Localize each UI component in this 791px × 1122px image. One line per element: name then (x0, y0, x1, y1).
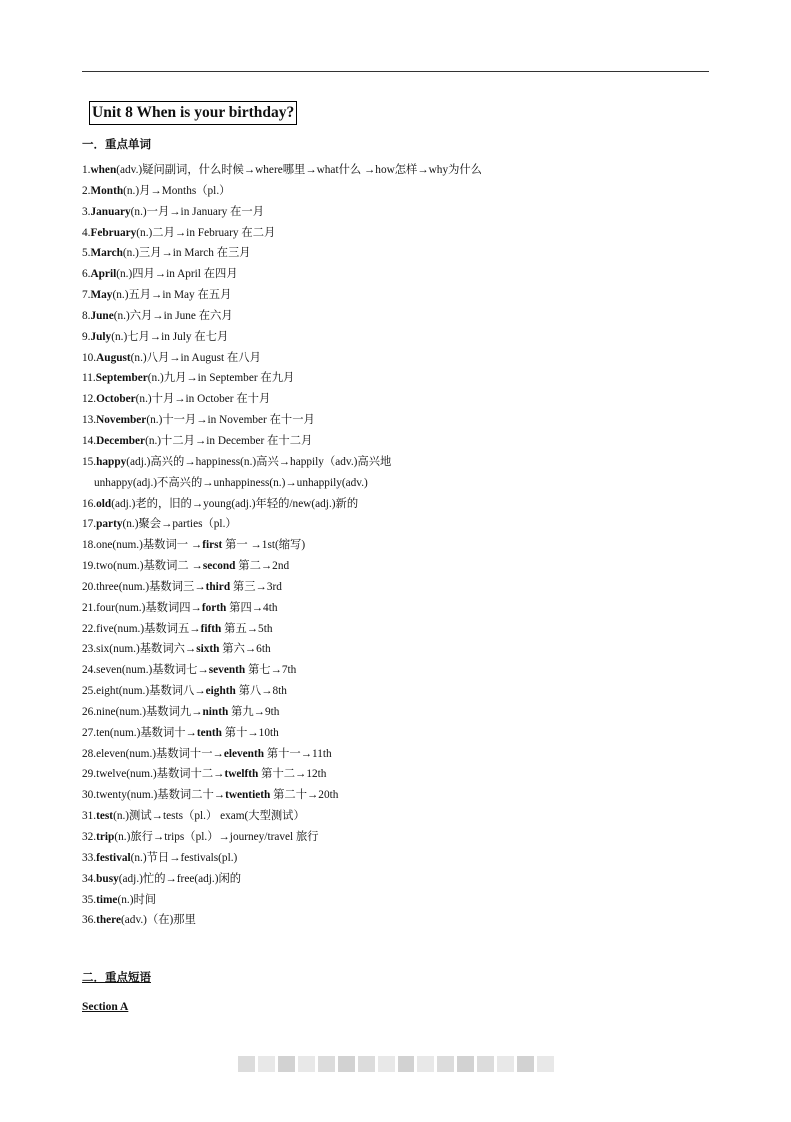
vocab-prefix: 19.two(num.)基数词二 → (82, 560, 203, 573)
vocab-item (82, 327, 722, 348)
vocab-item (82, 577, 722, 598)
vocab-item (82, 494, 722, 515)
vocab-word: third (205, 580, 231, 593)
vocab-definition: (adj.)老的，旧的→young(adj.)年轻的/new(adj.)新的 (111, 497, 359, 510)
vocab-item (82, 785, 722, 806)
vocab-prefix: 1. (82, 164, 91, 176)
vocab-prefix: 11. (82, 372, 96, 385)
vocab-item (82, 431, 722, 452)
vocab-item (82, 535, 722, 556)
vocab-item (82, 702, 722, 723)
vocab-definition: (n.)九月→in September 在九月 (147, 372, 295, 385)
vocab-definition: (n.)一月→in January 在一月 (130, 205, 265, 218)
vocab-word: twentieth (225, 789, 271, 802)
vocab-prefix: 30.twenty(num.)基数词二十→ (82, 789, 226, 802)
vocab-definition: (adv.)（在)那里 (121, 914, 196, 927)
vocab-prefix: 13. (82, 414, 97, 427)
vocab-word: March (90, 247, 123, 260)
vocab-prefix: 5. (82, 247, 91, 260)
vocab-definition: unhappy(adj.)不高兴的→unhappiness(n.)→unhappily(adv.) (94, 476, 368, 489)
vocab-word: first (202, 539, 223, 552)
vocab-prefix: 2. (82, 184, 91, 197)
vocab-definition: (n.)十一月→in November 在十一月 (146, 414, 315, 427)
vocab-definition: 第六→6th (219, 643, 271, 656)
vocab-item (82, 514, 722, 535)
vocab-word: July (90, 330, 112, 343)
vocab-definition: 第十→10th (221, 726, 279, 739)
vocab-definition: (adj.)忙的→free(adj.)闲的 (118, 872, 242, 885)
vocab-item (82, 827, 722, 848)
vocab-definition: (n.)月→Months（pl.） (123, 184, 231, 197)
vocab-item (82, 681, 722, 702)
vocab-prefix: 28.eleven(num.)基数词十一→ (82, 747, 224, 760)
vocab-prefix: 6. (82, 268, 91, 281)
vocab-prefix: 18.one(num.)基数词一 → (82, 539, 203, 552)
unit-title: Unit 8 When is your birthday? (89, 101, 297, 125)
vocab-item (82, 598, 722, 619)
vocab-prefix: 36. (82, 914, 97, 927)
vocab-word: festival (96, 851, 131, 864)
vocab-prefix: 10. (82, 351, 97, 364)
vocab-item (82, 764, 722, 785)
vocab-word: May (90, 289, 113, 302)
vocab-item (82, 556, 722, 577)
words-heading: 一．重点单词 (82, 139, 151, 151)
vocab-prefix: 7. (82, 289, 91, 302)
vocab-item (82, 473, 722, 494)
vocab-word: party (96, 518, 123, 531)
vocab-prefix: 15. (82, 455, 97, 468)
phrases-heading: 二．重点短语 (82, 972, 151, 984)
vocab-prefix: 8. (82, 309, 91, 322)
vocab-word: January (90, 205, 131, 218)
vocab-word: sixth (196, 643, 220, 656)
vocab-definition: (n.)五月→in May 在五月 (112, 289, 232, 302)
vocab-item (82, 639, 722, 660)
vocab-prefix: 20.three(num.)基数词三→ (82, 580, 206, 593)
vocab-definition: (n.)节日→festivals(pl.) (130, 851, 238, 864)
vocab-prefix: 24.seven(num.)基数词七→ (82, 664, 209, 677)
vocab-word: eleventh (223, 747, 264, 760)
vocab-definition: (n.)十二月→in December 在十二月 (145, 434, 313, 447)
vocab-prefix: 34. (82, 872, 97, 885)
vocab-word: eighth (205, 685, 236, 698)
vocab-item (82, 869, 722, 890)
vocab-prefix: 12. (82, 393, 97, 406)
vocab-definition: 第一 →1st(缩写) (222, 539, 306, 552)
vocab-word: second (202, 560, 236, 573)
vocab-word: forth (201, 601, 227, 614)
vocab-item (82, 410, 722, 431)
vocab-definition: (n.)三月→in March 在三月 (122, 247, 251, 260)
vocab-word: test (96, 810, 114, 823)
vocab-prefix: 32. (82, 831, 97, 843)
vocab-prefix: 26.nine(num.)基数词九→ (82, 705, 203, 718)
vocab-definition: 第九→9th (228, 705, 280, 718)
vocab-definition: 第五→5th (221, 622, 273, 635)
vocab-item (82, 306, 722, 327)
vocab-prefix: 35. (82, 893, 97, 906)
vocab-list (82, 160, 722, 931)
vocab-item (82, 202, 722, 223)
vocab-word: October (96, 393, 136, 406)
vocab-definition: (adj.)高兴的→happiness(n.)高兴→happily（adv.)高兴地 (126, 455, 392, 468)
vocab-definition: (adv.)疑问副词，什么时候→where哪里→what什么 →how怎样→why为什么 (116, 164, 482, 176)
vocab-word: seventh (208, 664, 246, 677)
vocab-item (82, 348, 722, 369)
blurred-watermark (238, 1056, 554, 1072)
vocab-prefix: 16. (82, 497, 97, 510)
vocab-prefix: 3. (82, 205, 91, 218)
vocab-word: trip (96, 831, 115, 843)
vocab-item (82, 389, 722, 410)
vocab-prefix: 17. (82, 518, 97, 531)
vocab-definition: (n.)六月→in June 在六月 (113, 309, 233, 322)
section-a-heading: Section A (82, 1001, 129, 1013)
vocab-prefix: 9. (82, 330, 91, 343)
vocab-definition: (n.)时间 (117, 893, 157, 906)
vocab-prefix: 22.five(num.)基数词五→ (82, 622, 201, 635)
vocab-definition: (n.)十月→in October 在十月 (135, 393, 271, 406)
vocab-word: time (96, 893, 118, 906)
vocab-definition: (n.)二月→in February 在二月 (136, 226, 276, 239)
vocab-item (82, 264, 722, 285)
vocab-definition: (n.)旅行→trips（pl.）→journey/travel 旅行 (114, 831, 319, 843)
vocab-item (82, 806, 722, 827)
vocab-item (82, 368, 722, 389)
vocab-item (82, 243, 722, 264)
vocab-definition: 第十一→11th (264, 747, 332, 760)
vocab-word: December (96, 434, 146, 447)
vocab-item (82, 910, 722, 931)
vocab-item (82, 890, 722, 911)
vocab-word: twelfth (224, 768, 259, 781)
vocab-word: happy (96, 455, 127, 468)
vocab-prefix: 25.eight(num.)基数词八→ (82, 685, 206, 698)
vocab-item (82, 848, 722, 869)
vocab-word: November (96, 414, 147, 427)
vocab-definition: 第三→3rd (230, 580, 282, 593)
vocab-item (82, 160, 722, 181)
vocab-definition: (n.)测试→tests（pl.） exam(大型测试） (113, 810, 305, 823)
vocab-word: when (90, 164, 117, 176)
vocab-definition: (n.)四月→in April 在四月 (116, 268, 238, 281)
vocab-word: September (95, 372, 148, 385)
vocab-word: busy (96, 872, 119, 885)
vocab-item (82, 181, 722, 202)
vocab-definition: 第四→4th (226, 601, 278, 614)
vocab-word: Month (90, 184, 124, 197)
vocab-word: August (96, 351, 131, 364)
top-rule (82, 71, 709, 72)
vocab-word: fifth (200, 622, 222, 635)
vocab-definition: (n.)八月→in August 在八月 (130, 351, 261, 364)
vocab-definition: (n.)聚会→parties（pl.） (122, 518, 237, 531)
vocab-prefix: 23.six(num.)基数词六→ (82, 643, 197, 656)
vocab-definition: (n.)七月→in July 在七月 (111, 330, 229, 343)
vocab-prefix: 31. (82, 810, 97, 823)
vocab-item (82, 223, 722, 244)
vocab-item (82, 723, 722, 744)
vocab-prefix: 4. (82, 226, 91, 239)
vocab-prefix: 33. (82, 851, 97, 864)
vocab-definition: 第十二→12th (258, 768, 327, 781)
vocab-prefix: 21.four(num.)基数词四→ (82, 601, 202, 614)
vocab-definition: 第二→2nd (235, 560, 290, 573)
vocab-word: June (90, 309, 114, 322)
vocab-prefix: 14. (82, 434, 97, 447)
vocab-item (82, 285, 722, 306)
vocab-word: tenth (196, 726, 222, 739)
vocab-item (82, 452, 722, 473)
vocab-word: April (90, 268, 117, 281)
vocab-definition: 第八→8th (235, 685, 287, 698)
vocab-word: February (90, 226, 137, 239)
vocab-item (82, 619, 722, 640)
vocab-item (82, 660, 722, 681)
vocab-word: old (96, 497, 112, 510)
vocab-definition: 第七→7th (245, 664, 297, 677)
vocab-item (82, 744, 722, 765)
vocab-definition: 第二十→20th (270, 789, 339, 802)
vocab-word: there (96, 914, 122, 927)
vocab-prefix: 27.ten(num.)基数词十→ (82, 726, 197, 739)
vocab-prefix: 29.twelve(num.)基数词十二→ (82, 768, 225, 781)
vocab-word: ninth (202, 705, 229, 718)
